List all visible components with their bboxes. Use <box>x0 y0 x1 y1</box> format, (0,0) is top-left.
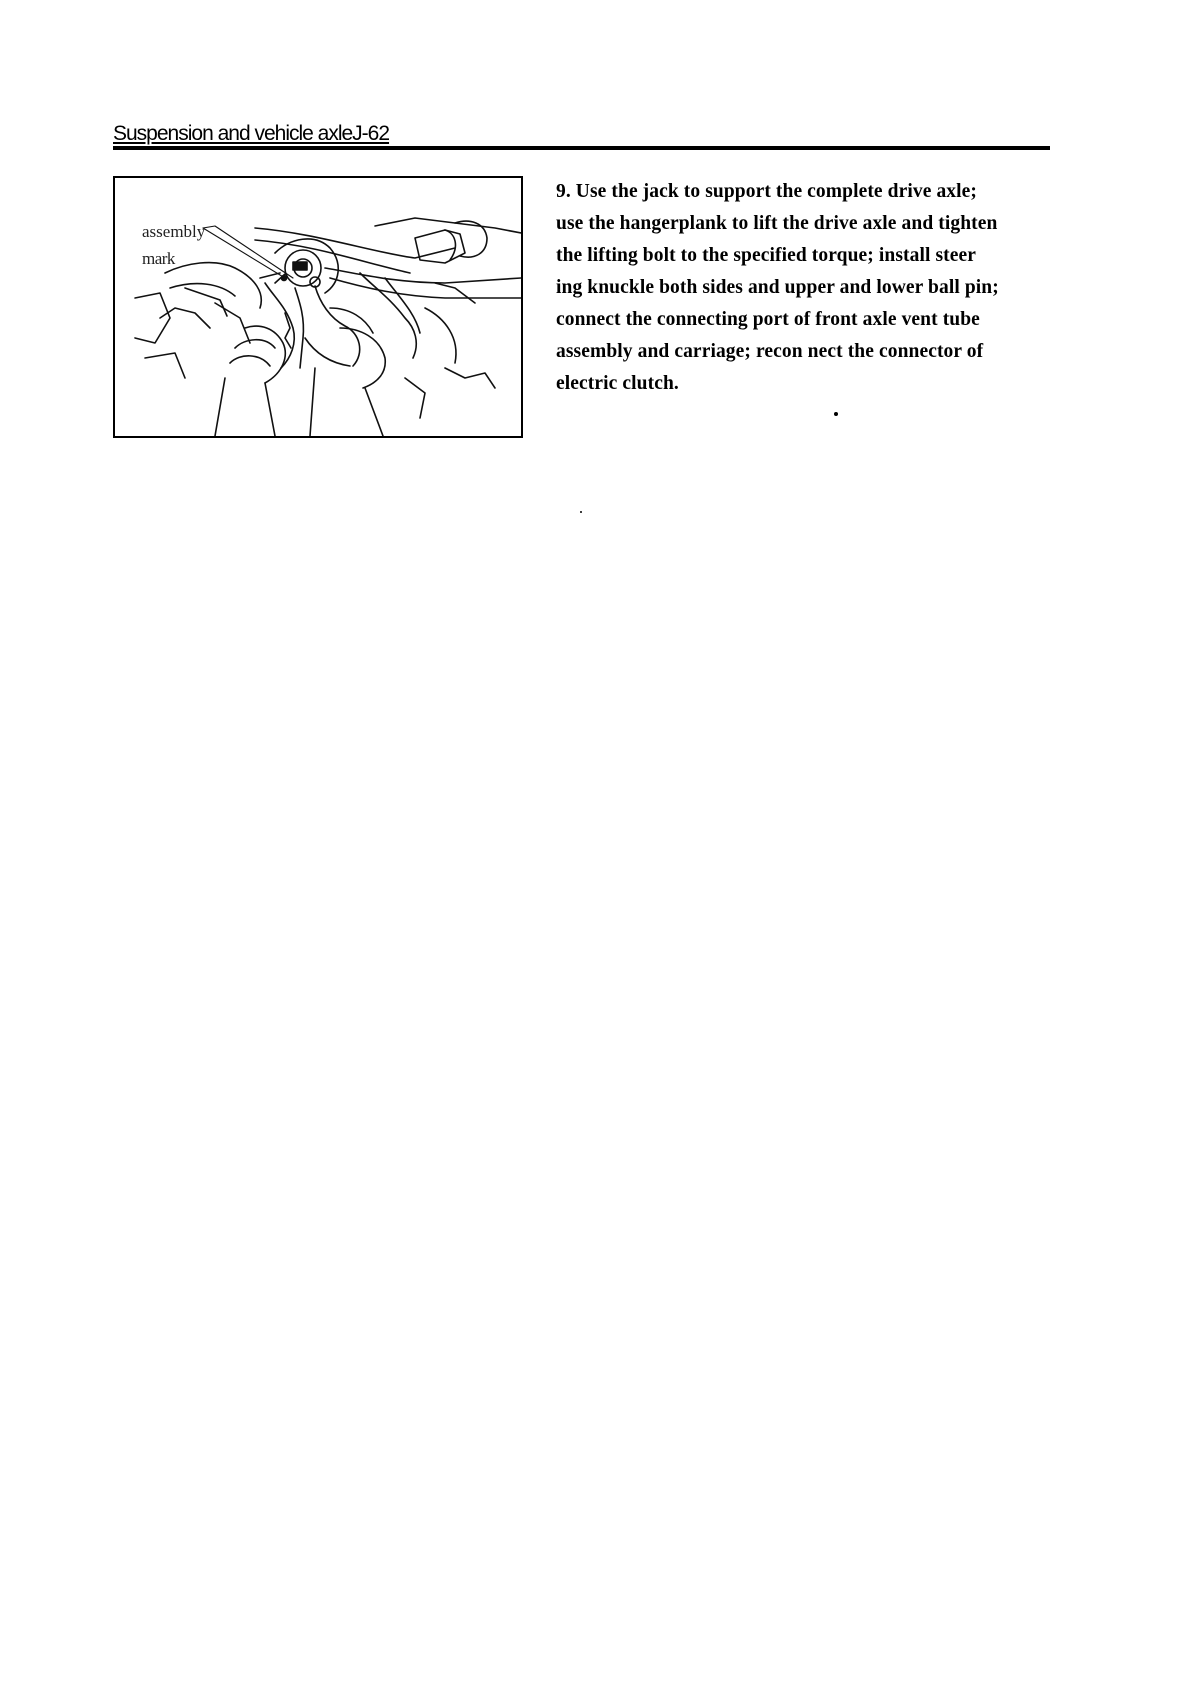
step-text-line: the lifting bolt to the specified torque; install steer <box>556 245 977 266</box>
header-rule <box>113 146 1050 150</box>
axle-assembly-drawing <box>115 178 521 436</box>
callout-label-assembly: assembly <box>142 222 206 241</box>
callout-label-mark: mark <box>142 249 175 268</box>
step-text-line: assembly and carriage; recon nect the connector of <box>556 341 984 362</box>
step-text-line: use the hangerplank to lift the drive axle and tighten <box>556 213 998 234</box>
page-header-title: Suspension and vehicle axleJ-62 <box>113 122 390 145</box>
step-text-line: electric clutch. <box>556 373 679 394</box>
step-text-line: connect the connecting port of front axle vent tube <box>556 309 980 330</box>
stray-dot <box>580 511 582 513</box>
figure-illustration <box>113 176 523 438</box>
step-text-line: ing knuckle both sides and upper and lower ball pin; <box>556 277 999 298</box>
stray-dot <box>834 412 838 416</box>
step-text-line: 9. Use the jack to support the complete drive axle; <box>556 181 978 202</box>
step-9-instructions <box>556 176 1051 400</box>
